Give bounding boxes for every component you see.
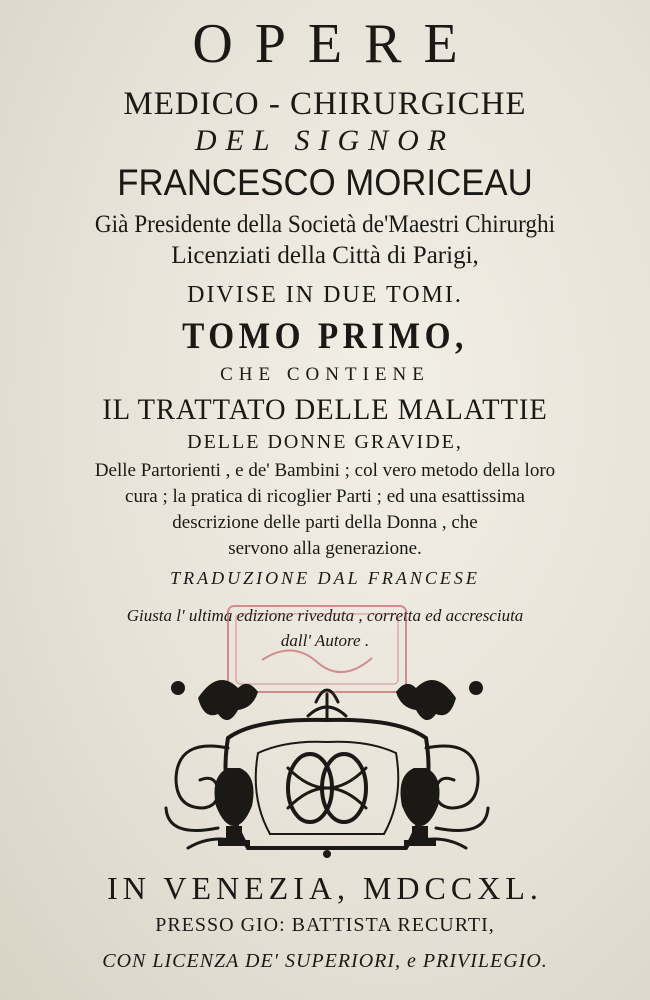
contents-intro: CHE CONTIENE — [220, 364, 430, 385]
author-name: FRANCESCO MORICEAU — [117, 162, 533, 203]
imprint-place-date: IN VENEZIA, MDCCXL. — [107, 870, 543, 906]
author-title-line2: Licenziati della Città di Parigi, — [171, 242, 479, 269]
description-line1: Delle Partorienti , e de' Bambini ; col vero metodo della loro — [94, 460, 556, 481]
treatise-title: IL TRATTATO DELLE MALATTIE — [102, 393, 548, 426]
heading-opere: OPERE — [192, 13, 480, 75]
description-line2: cura ; la pratica di ricoglier Parti ; ed una esattissima — [125, 486, 525, 507]
edition-note-line2: dall' Autore . — [280, 631, 370, 650]
treatise-subtitle: DELLE DONNE GRAVIDE, — [187, 431, 463, 453]
imprint-license: CON LICENZA DE' SUPERIORI, e PRIVILEGIO. — [102, 950, 548, 972]
heading-del-signor: DEL SIGNOR — [194, 124, 456, 157]
volume-heading: TOMO PRIMO, — [182, 316, 468, 357]
description-line3: descrizione delle parti della Donna , che — [172, 512, 478, 533]
imprint-printer: PRESSO GIO: BATTISTA RECURTI, — [155, 914, 495, 936]
ornament-vignette-icon — [158, 658, 496, 858]
edition-note-line1: Giusta l' ultima edizione riveduta , corretta ed accresciuta — [126, 606, 524, 625]
description-line4: servono alla generazione. — [228, 538, 422, 559]
heading-medico-chirurgiche: MEDICO - CHIRURGICHE — [123, 86, 527, 122]
volumes-note: DIVISE IN DUE TOMI. — [187, 282, 463, 308]
translation-note: TRADUZIONE DAL FRANCESE — [170, 568, 480, 588]
author-title-line1: Già Presidente della Società de'Maestri Chirurghi — [94, 211, 556, 238]
